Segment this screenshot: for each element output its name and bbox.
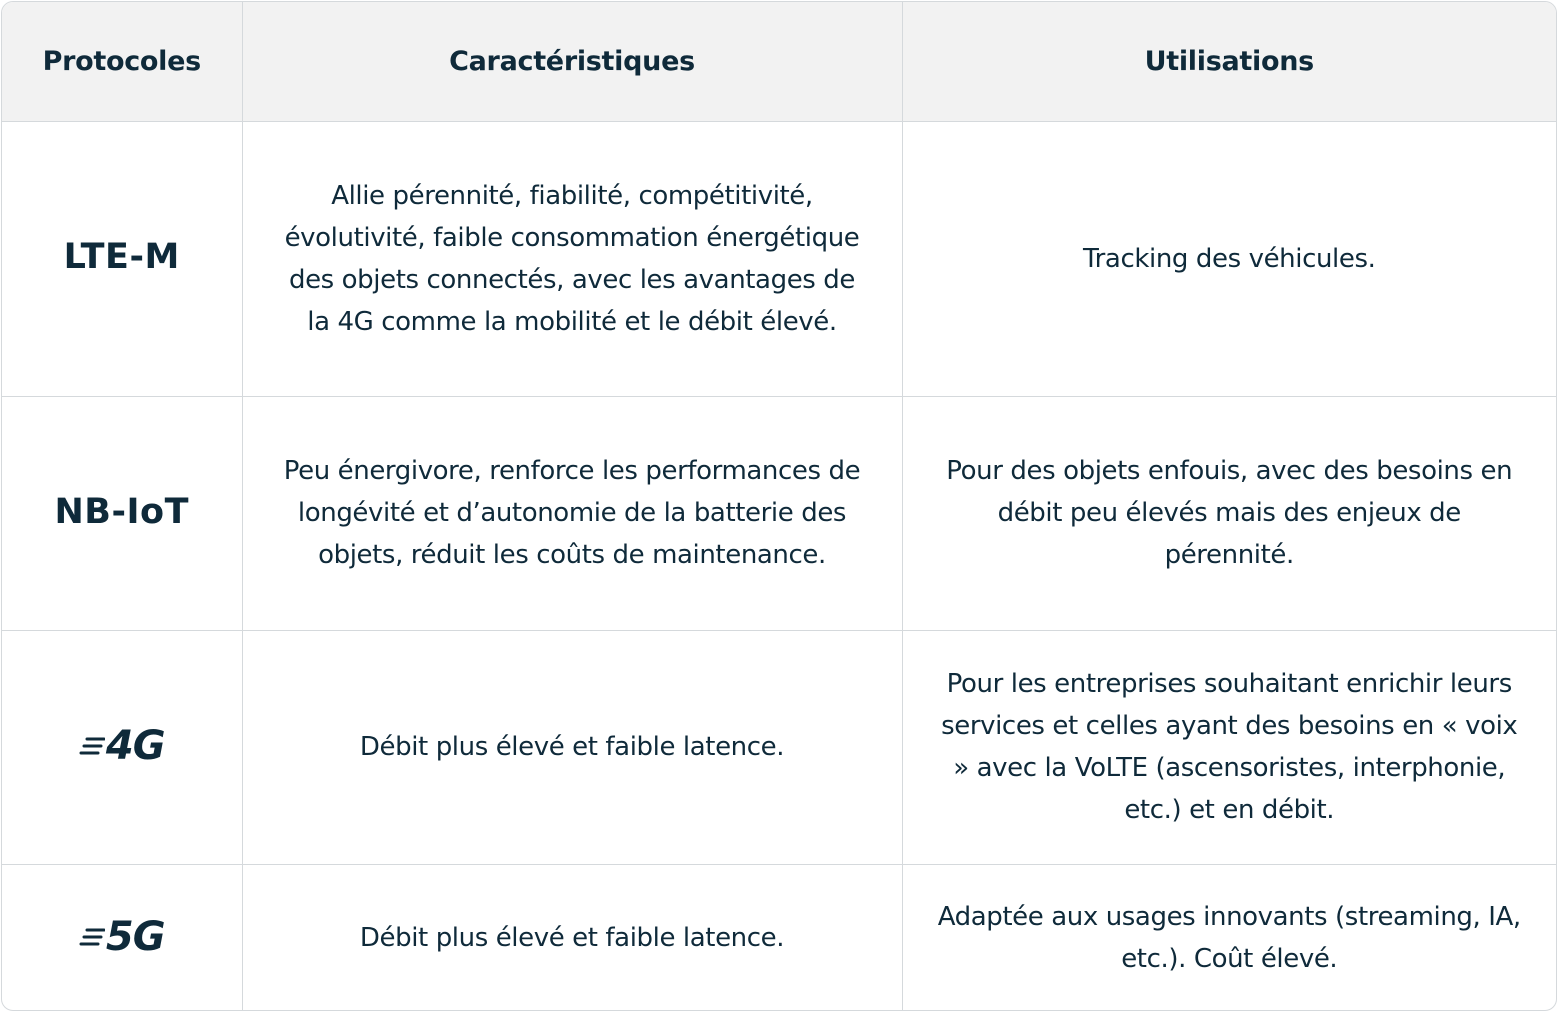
characteristics-cell: Débit plus élevé et faible latence.	[242, 630, 902, 864]
uses-cell: Pour les entreprises souhaitant enrichir leurs services et celles ayant des besoins en « voix » avec la VoLTE (ascensoristes, interphonie, etc.) et en débit.	[902, 630, 1556, 864]
protocol-name: NB-IoT	[54, 491, 189, 532]
network-4g-label: 4G	[105, 723, 165, 769]
uses-cell: Tracking des véhicules.	[902, 121, 1556, 396]
protocol-cell	[2, 864, 242, 1011]
header-protocols: Protocoles	[2, 2, 242, 121]
speed-lines-icon	[79, 927, 105, 947]
protocols-table	[2, 2, 1556, 1011]
characteristics-cell: Peu énergivore, renforce les performances de longévité et d’autonomie de la batterie des objets, réduit les coûts de maintenance.	[242, 396, 902, 630]
table-header	[2, 2, 1556, 121]
characteristics-cell: Débit plus élevé et faible latence.	[242, 864, 902, 1011]
network-5g-logo	[79, 914, 165, 961]
protocol-name: LTE-M	[63, 237, 180, 277]
table-row-lte-m	[2, 121, 1556, 396]
header-uses: Utilisations	[902, 2, 1556, 121]
characteristics-cell: Allie pérennité, fiabilité, compétitivité, évolutivité, faible consommation énergétique des objets connectés, avec les avantages de la 4G comme la mobilité et le débit élevé.	[242, 121, 902, 396]
table-row-4g	[2, 630, 1556, 864]
speed-lines-icon	[79, 736, 105, 756]
header-row	[2, 2, 1556, 121]
network-4g-logo	[79, 725, 165, 767]
protocol-cell	[2, 396, 242, 630]
uses-cell: Adaptée aux usages innovants (streaming, IA, etc.). Coût élevé.	[902, 864, 1556, 1011]
uses-cell: Pour des objets enfouis, avec des besoins en débit peu élevés mais des enjeux de pérennité.	[902, 396, 1556, 630]
protocol-cell	[2, 121, 242, 396]
protocols-table-container	[1, 1, 1557, 1011]
network-5g-label: 5G	[105, 914, 165, 961]
table-row-nb-iot	[2, 396, 1556, 630]
table-row-5g	[2, 864, 1556, 1011]
protocol-cell	[2, 630, 242, 864]
table-body	[2, 121, 1556, 1011]
header-characteristics: Caractéristiques	[242, 2, 902, 121]
